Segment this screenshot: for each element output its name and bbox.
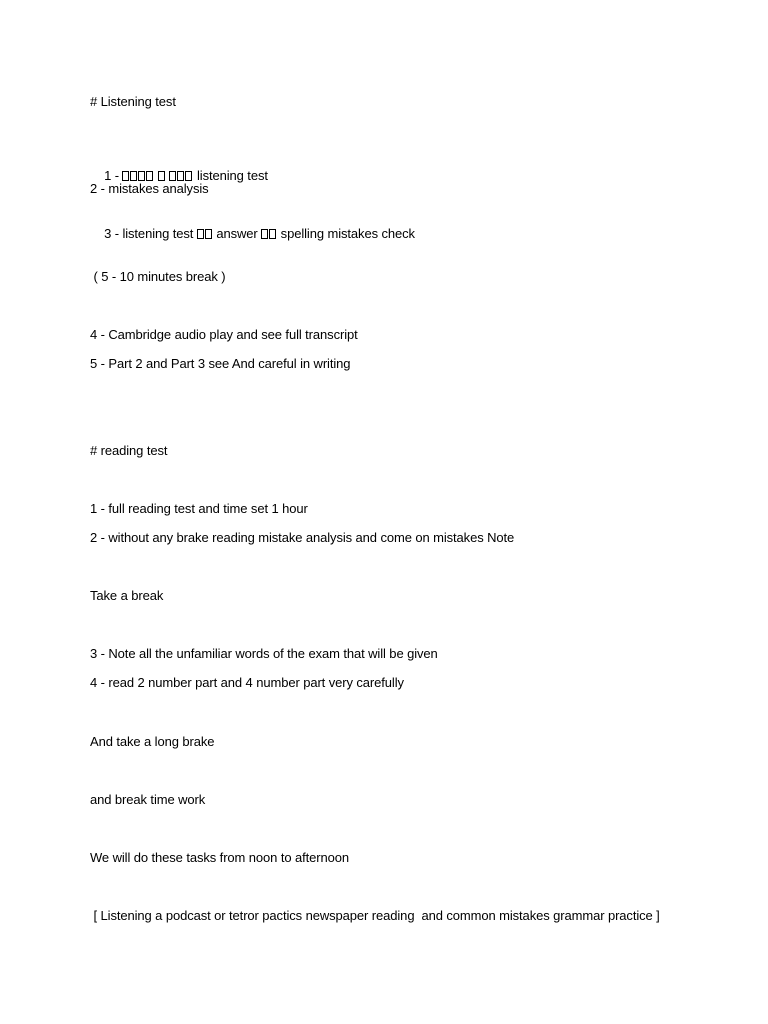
reading-item-3: 3 - Note all the unfamiliar words of the exam that will be given: [90, 646, 438, 661]
listening-heading: # Listening test: [90, 94, 176, 109]
listening-item-2: 2 - mistakes analysis: [90, 181, 209, 196]
item-suffix: listening test: [193, 168, 268, 183]
closing-bracket-note: [ Listening a podcast or tetror pactics newspaper reading and common mistakes grammar practice ]: [90, 908, 660, 923]
item-prefix: 1 -: [104, 168, 123, 183]
break-note: ( 5 - 10 minutes break ): [90, 269, 226, 284]
listening-item-3: [90, 210, 415, 258]
listening-item-5: 5 - Part 2 and Part 3 see And careful in writing: [90, 356, 351, 371]
item-suffix: spelling mistakes check: [277, 226, 415, 241]
tasks-time-text: We will do these tasks from noon to afternoon: [90, 850, 350, 865]
break-time-work-text: and break time work: [90, 792, 206, 807]
reading-item-1: 1 - full reading test and time set 1 hour: [90, 501, 308, 516]
listening-item-4: 4 - Cambridge audio play and see full transcript: [90, 327, 358, 342]
long-brake-text: And take a long brake: [90, 734, 215, 749]
item-mid: answer: [212, 226, 262, 241]
missing-glyph-group-a: [197, 226, 213, 241]
missing-glyph-group-b: [261, 226, 277, 241]
reading-heading: # reading test: [90, 443, 168, 458]
take-break-text: Take a break: [90, 588, 164, 603]
reading-item-4: 4 - read 2 number part and 4 number part very carefully: [90, 675, 404, 690]
reading-item-2: 2 - without any brake reading mistake analysis and come on mistakes Note: [90, 530, 515, 545]
item-prefix: 3 - listening test: [104, 226, 197, 241]
